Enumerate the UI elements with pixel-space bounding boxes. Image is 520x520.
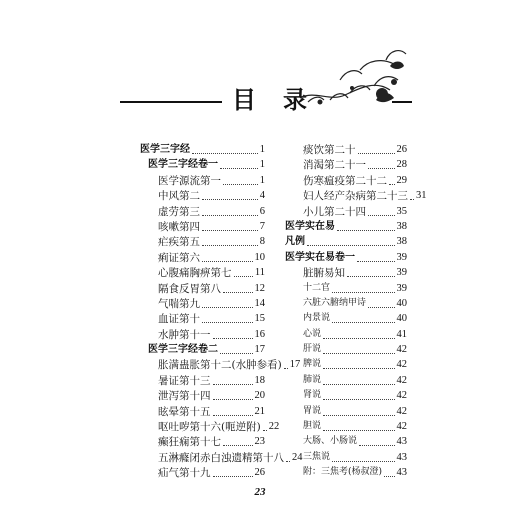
toc-entry[interactable] [285,468,407,483]
toc-entry-title: 医学实在易 [285,220,335,232]
toc-entry-page: 28 [396,159,407,171]
leader-dots [202,222,258,231]
toc-entry-page: 7 [259,220,265,232]
leader-dots [213,376,253,385]
toc-entry-title: 血证第十 [158,313,200,326]
toc-entry-title: 肾说 [303,390,322,401]
toc-entry[interactable] [140,407,265,422]
toc-entry-title: 医学三字经卷一 [148,159,218,171]
leader-dots [307,237,395,246]
toc-entry-title: 隔食反胃第八 [158,282,221,295]
toc-entry-page: 1 [259,174,265,186]
toc-entry[interactable] [285,176,407,191]
toc-entry-page: 31 [416,190,427,202]
toc-entry-page: 23 [254,436,265,448]
page-number: 23 [254,486,266,498]
toc-entry-page: 29 [396,174,407,186]
toc-column-right [285,144,427,484]
toc-entry-title: 妇人经产杂病第二十三 [303,190,408,203]
toc-entry[interactable] [140,437,265,452]
leader-dots [337,222,395,231]
toc-entry-title: 咳嗽第四 [158,220,200,233]
toc-entry[interactable] [140,299,265,314]
leader-dots [389,176,395,185]
toc-entry[interactable] [285,407,407,422]
toc-entry[interactable] [285,314,407,329]
toc-entry-title: 心腹痛胸痹第七 [158,267,232,280]
toc-entry-title: 虚劳第三 [158,205,200,218]
toc-entry[interactable] [285,268,407,283]
toc-entry[interactable] [140,330,265,345]
leader-dots [368,299,394,308]
leader-dots [332,284,394,293]
toc-entry-page: 42 [396,390,407,402]
toc-entry-title: 医学实在易卷一 [285,251,355,263]
leader-dots [323,360,394,369]
toc-entry-title: 疟疾第五 [158,236,200,249]
toc-entry-title: 内景说 [303,313,331,324]
leader-dots [202,191,258,200]
leader-dots [234,268,253,277]
toc-entry-title: 痰饮第二十 [303,144,356,156]
toc-entry-page: 41 [396,328,407,340]
toc-entry[interactable] [140,191,265,206]
leader-dots [368,207,395,216]
leader-dots [368,160,395,169]
toc-entry-page: 43 [396,451,407,463]
leader-dots [332,314,394,323]
leader-dots [359,437,394,446]
leader-dots [213,330,253,339]
toc-entry[interactable] [140,314,265,329]
toc-entry-title: 五淋癃闭赤白浊遗精第十八 [158,451,284,464]
toc-entry-title: 胆说 [303,421,322,432]
leader-dots [323,345,394,354]
toc-entry[interactable] [140,176,265,191]
toc-entry-title: 三焦说 [303,451,331,462]
toc-entry[interactable] [285,360,407,375]
toc-entry-title: 癫狂痫第十七 [158,436,221,449]
leader-dots [223,176,258,185]
toc-entry-page: 35 [396,205,407,217]
toc-entry[interactable] [285,253,407,268]
toc-entry[interactable] [285,391,407,406]
leader-dots [213,391,253,400]
toc-entry-page: 40 [396,297,407,309]
toc-entry[interactable] [140,468,265,483]
title-char-mu: 目 [232,85,256,114]
toc-entry-title: 泄泻第十四 [158,390,211,403]
toc-entry-title: 医学三字经卷二 [148,344,218,356]
leader-dots [323,391,394,400]
toc-entry-page: 14 [254,297,265,309]
toc-entry-page: 39 [396,251,407,263]
leader-dots [410,191,414,200]
leader-dots [357,253,395,262]
leader-dots [220,345,253,354]
toc-entry-title: 胀满蛊胀第十二(水肿参看) [158,359,282,372]
toc-entry-page: 42 [396,374,407,386]
toc-entry-page: 40 [396,313,407,325]
toc-entry-title: 眩晕第十五 [158,405,211,418]
toc-entry[interactable] [285,237,407,252]
toc-entry-title: 伤寒瘟疫第二十二 [303,174,387,187]
toc-entry-page: 11 [254,267,265,279]
leader-dots [202,237,258,246]
toc-entry-page: 42 [396,405,407,417]
toc-entry[interactable] [285,330,407,345]
leader-dots [223,437,253,446]
toc-entry-page: 39 [396,282,407,294]
floral-ornament-icon [290,40,410,115]
title-char-lu: 录 [283,85,307,114]
toc-entry-page: 42 [396,344,407,356]
toc-entry[interactable] [140,253,265,268]
toc-entry-title: 肺说 [303,374,322,385]
toc-entry[interactable] [285,453,407,468]
toc-entry[interactable] [285,437,407,452]
header-rule-left [120,101,222,103]
toc-entry-title: 附：三焦考(杨叔澄) [303,467,383,478]
toc-entry-title: 暑证第十三 [158,374,211,387]
toc-entry-title: 十二官 [303,282,331,293]
leader-dots [323,407,394,416]
leader-dots [223,284,253,293]
toc-entry[interactable] [140,268,265,283]
toc-entry-title: 脏腑易知 [303,267,345,280]
toc-entry-title: 水肿第十一 [158,328,211,341]
toc-entry[interactable] [140,284,265,299]
leader-dots [202,207,258,216]
toc-entry-page: 42 [396,359,407,371]
toc-entry-page: 42 [396,421,407,433]
toc-entry[interactable] [140,376,265,391]
toc-entry-title: 中风第二 [158,190,200,203]
toc-entry-page: 38 [396,236,407,248]
toc-entry-title: 肝说 [303,344,322,355]
toc-entry-page: 38 [396,220,407,232]
toc-entry-title: 六脏六腑纳甲诗 [303,297,367,308]
toc-entry[interactable] [140,207,265,222]
toc-entry-title: 凡例 [285,236,305,248]
toc-entry[interactable] [140,359,301,375]
toc-header [0,0,520,120]
toc-entry-title: 医学三字经 [140,144,190,155]
leader-dots [213,407,253,416]
toc-entry-title: 消渴第二十一 [303,159,366,172]
toc-entry-page: 24 [292,451,303,463]
leader-dots [202,253,253,262]
toc-entry-page: 43 [396,467,407,479]
toc-entry-page: 12 [254,282,265,294]
toc-entry-title: 心说 [303,328,322,339]
toc-entry[interactable] [285,190,427,206]
leader-dots [220,160,258,169]
leader-dots [263,422,267,431]
toc-entry[interactable] [140,160,265,175]
toc-entry-page: 10 [254,251,265,263]
leader-dots [347,268,395,277]
toc-entry-title: 大肠、小肠说 [303,436,358,447]
toc-entry-page: 16 [254,328,265,340]
toc-entry[interactable] [140,237,265,252]
toc-entry[interactable] [285,284,407,299]
toc-entry[interactable] [285,160,407,175]
toc-entry[interactable] [285,299,407,314]
toc-entry[interactable] [285,207,407,222]
toc-entry-page: 15 [254,313,265,325]
toc-entry[interactable] [140,391,265,406]
toc-entry-page: 6 [259,205,265,217]
toc-entry-page: 39 [396,267,407,279]
leader-dots [384,468,394,477]
leader-dots [323,422,394,431]
toc-entry-title: 疝气第十九 [158,467,211,480]
toc-entry-page: 26 [254,467,265,479]
leader-dots [202,314,253,323]
toc-entry-page: 26 [396,144,407,155]
leader-dots [332,453,394,462]
toc-entry-page: 17 [289,359,301,371]
toc-entry-title: 医学源流第一 [158,174,221,187]
toc-entry-title: 胃说 [303,405,322,416]
toc-entry-page: 8 [259,236,265,248]
toc-entry-page: 1 [259,144,265,155]
toc-entry-title: 小儿第二十四 [303,205,366,218]
leader-dots [192,145,258,154]
header-rule-right [392,101,412,103]
leader-dots [213,468,253,477]
toc-entry-page: 20 [254,390,265,402]
toc-entry-title: 痢证第六 [158,251,200,264]
toc-entry-title: 脾说 [303,359,322,370]
toc-entry-page: 22 [268,421,280,433]
toc-entry-page: 1 [259,159,265,171]
toc-entry-title: 气喘第九 [158,297,200,310]
leader-dots [323,376,394,385]
toc-entry[interactable] [285,376,407,391]
toc-entry-page: 18 [254,374,265,386]
toc-entry-page: 4 [259,190,265,202]
leader-dots [323,330,394,339]
leader-dots [202,299,253,308]
toc-entry-page: 43 [396,436,407,448]
toc-entry-page: 17 [254,344,265,356]
leader-dots [358,145,395,154]
toc-entry-title: 呕吐哕第十六(呃逆附) [158,421,261,434]
toc-entry-page: 21 [254,405,265,417]
toc-entry[interactable] [140,451,303,468]
